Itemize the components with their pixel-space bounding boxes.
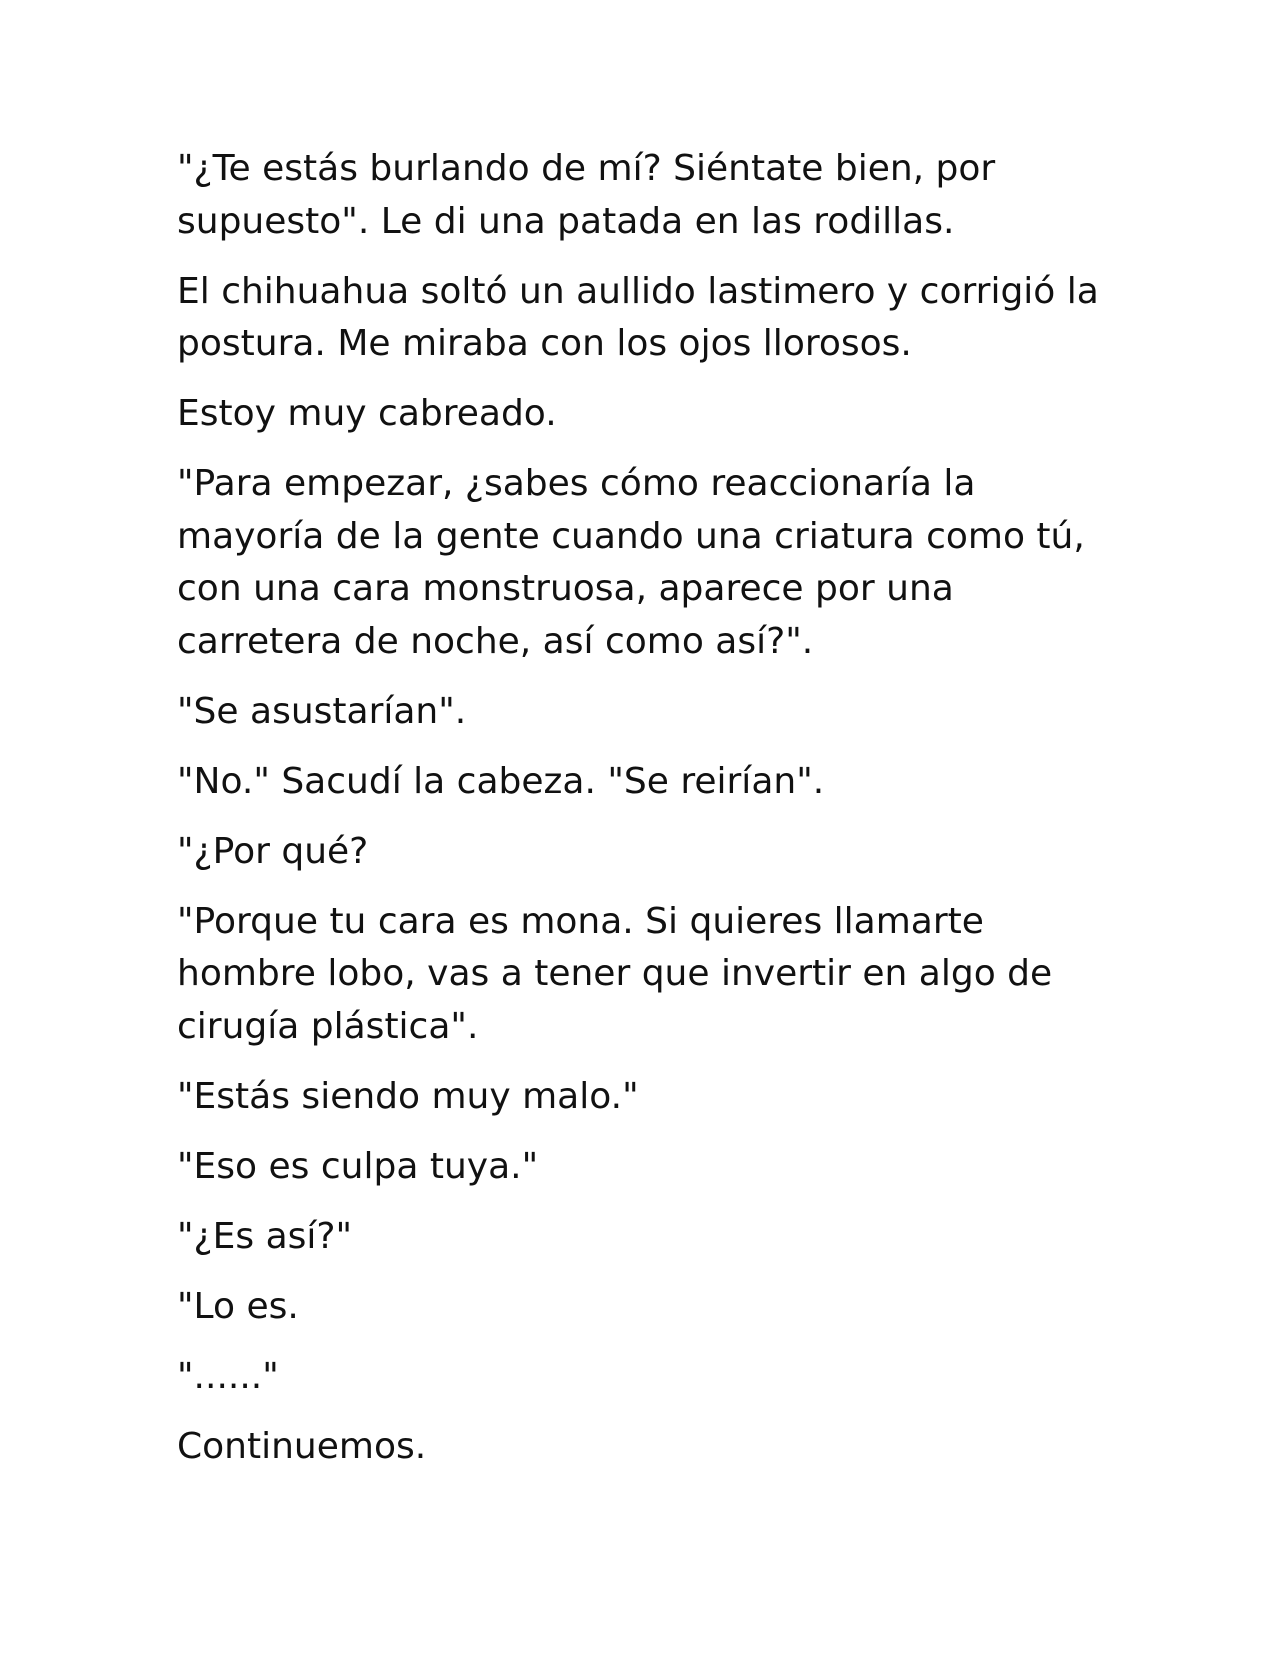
paragraph: "Eso es culpa tuya." [177,1145,539,1187]
paragraph: "No." Sacudí la cabeza. "Se reirían". [177,760,825,802]
paragraph: Continuemos. [177,1425,427,1467]
paragraph: "Para empezar, ¿sabes cómo reaccionaría la mayoría de la gente cuando una criatura como tú, con una cara monstruosa, aparece por una carretera de noche, así como así?". [177,463,1085,662]
paragraph: "......" [177,1355,279,1397]
paragraph: "¿Te estás burlando de mí? Siéntate bien, por supuesto". Le di una patada en las rodillas. [177,148,996,242]
paragraph: El chihuahua soltó un aullido lastimero y corrigió la postura. Me miraba con los ojos llorosos. [177,270,1099,364]
paragraph: "¿Por qué? [177,830,369,872]
paragraph: "¿Es así?" [177,1215,353,1257]
paragraph: "Estás siendo muy malo." [177,1075,639,1117]
paragraph: "Se asustarían". [177,690,467,732]
paragraph: "Lo es. [177,1285,299,1327]
paragraph: Estoy muy cabreado. [177,393,557,434]
paragraph: "Porque tu cara es mona. Si quieres llamarte hombre lobo, vas a tener que invertir en algo de cirugía plástica". [177,900,1053,1047]
story-text [177,143,1117,1491]
